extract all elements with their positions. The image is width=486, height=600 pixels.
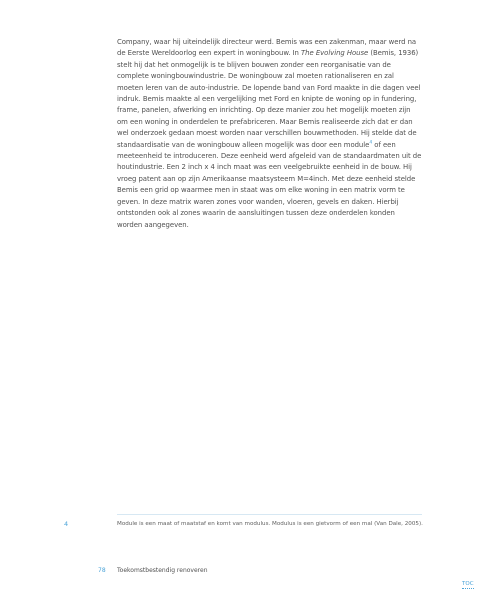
body-paragraph — [117, 37, 422, 231]
toc-link[interactable]: TOC — [462, 581, 474, 587]
body-text-part-3: of een meeteenheid te introduceren. Deze eenheid werd afgeleid van de standaardmaten uit de houtindustrie. Een 2 inch x 4 inch maat was een veelgebruikte eenheid in de bouw. Hij vroeg patent aan op zijn Amerikaanse maatsysteem M=4inch. Met deze eenheid stelde Bemis een grid op waarmee men in staat was om elke woning in een matrix vorm te geven. In deze matrix waren zones voor wanden, vloeren, gevels en daken. Hierbij ontstonden ook al zones waarin de aansluitingen tussen deze onderdelen konden worden aangegeven. — [117, 140, 422, 229]
book-title: The Evolving House — [301, 49, 369, 58]
body-text — [117, 37, 422, 231]
footnote-reference[interactable]: 4 — [369, 140, 373, 146]
footnote-divider — [117, 514, 422, 515]
body-text-part-2: (Bemis, 1936) stelt hij dat het onmogelijk is te blijven bouwen zonder een reorganisatie van de complete woningbouwindustrie. De woningbouw zal moeten rationaliseren en zal moeten leren van de auto-industrie. De lopende band van Ford maakte in die dagen veel indruk. Bemis maakte al een vergelijking met Ford en knipte de woning op in fundering, frame, panelen, afwerking en inrichting. Op deze manier zou het mogelijk moeten zijn om een woning in onderdelen te prefabriceren. Maar Bemis realiseerde zich dat er dan wel onderzoek gedaan moest worden naar verschillen bouwmethoden. Hij stelde dat de standaardisatie van de woningbouw alleen mogelijk was door een module — [117, 49, 421, 149]
page-number: 78 — [98, 567, 106, 574]
footnote-number: 4 — [64, 520, 69, 528]
footnote-text: Module is een maat of maatstaf en komt van modulus. Modulus is een gietvorm of een mal (Van Dale, 2005). — [117, 521, 423, 527]
running-title: Toekomstbestendig renoveren — [117, 567, 208, 574]
body-text-part-1: Company, waar hij uiteindelijk directeur werd. Bemis was een zakenman, maar werd na de Eerste Wereldoorlog een expert in woningbouw. In — [117, 38, 417, 58]
